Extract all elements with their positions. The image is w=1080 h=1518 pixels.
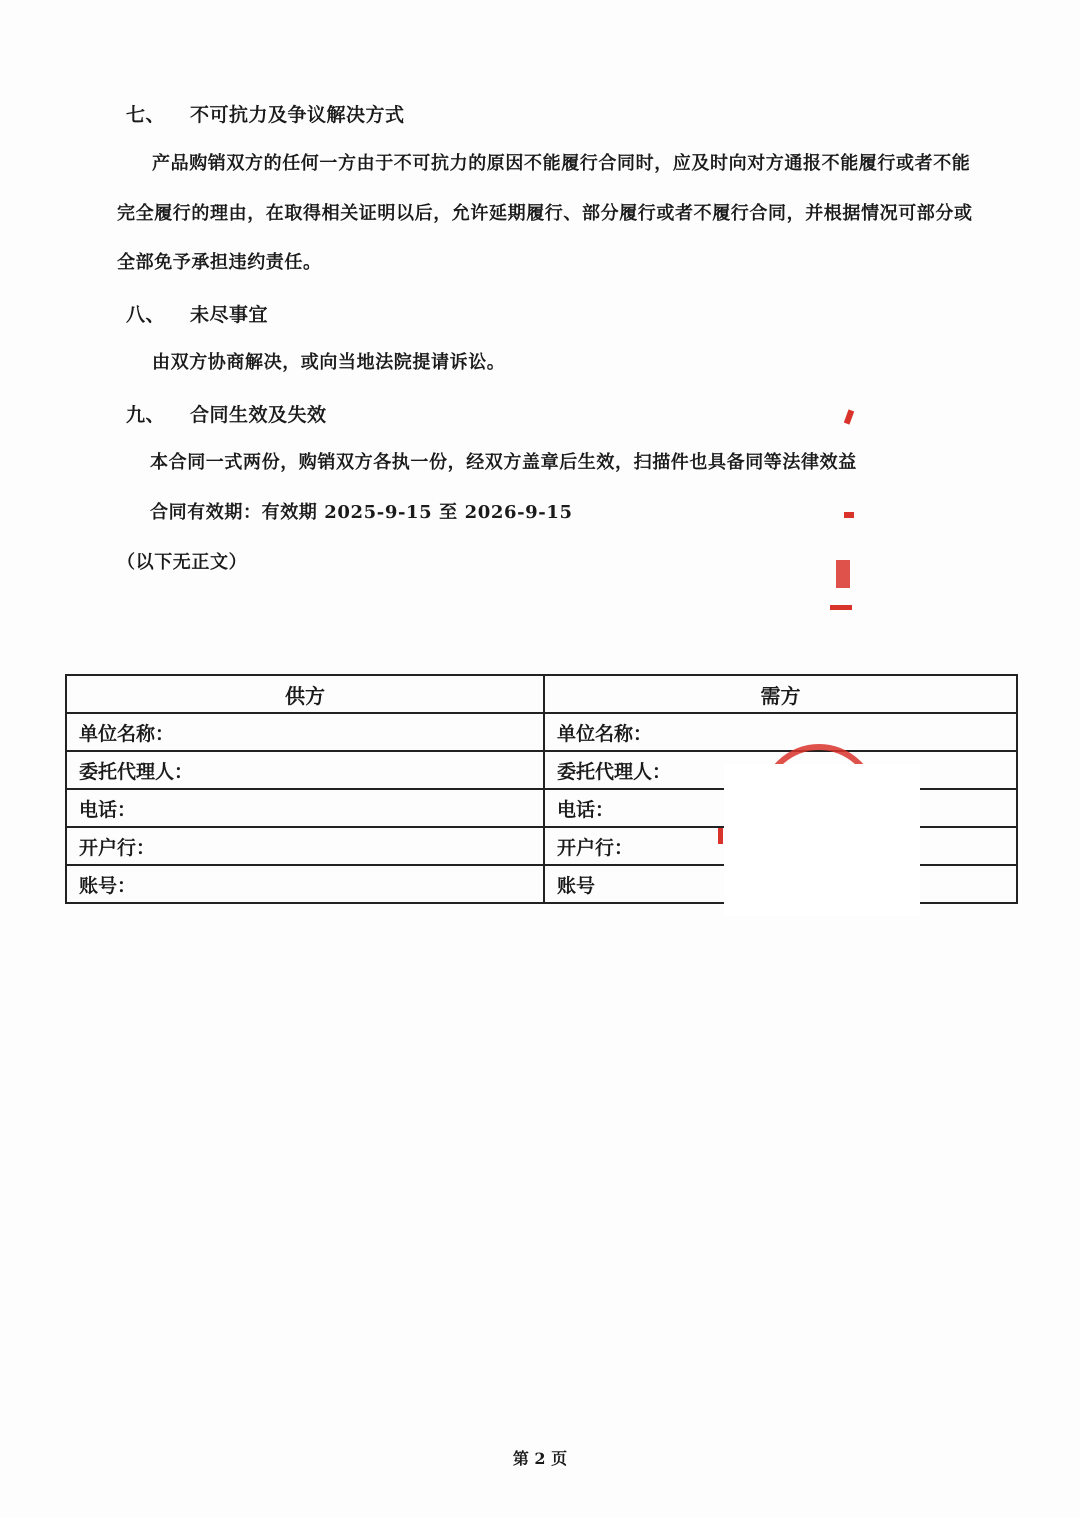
redaction-patch (724, 764, 920, 916)
supplier-phone-label: 电话： (79, 798, 137, 821)
section-7-title: 不可抗力及争议解决方式 (190, 104, 405, 126)
end-of-text-note: （以下无正文） (117, 552, 248, 573)
table-header-row (66, 675, 1017, 713)
section-9-title: 合同生效及失效 (190, 404, 327, 426)
section-7-number: 七、 (126, 104, 166, 126)
buyer-agent-label: 委托代理人： (557, 760, 672, 783)
section-7-line-1: 产品购销双方的任何一方由于不可抗力的原因不能履行合同时，应及时向对方通报不能履行或者不能 (152, 153, 971, 174)
supplier-company-label: 单位名称： (79, 722, 175, 745)
section-9-number: 九、 (126, 404, 166, 426)
section-9-heading (126, 400, 327, 427)
buyer-header: 需方 (544, 675, 1017, 713)
section-8-line-1: 由双方协商解决，或向当地法院提请诉讼。 (152, 352, 506, 373)
section-9-line-1: 本合同一式两份，购销双方各执一份，经双方盖章后生效，扫描件也具备同等法律效益 (150, 452, 857, 473)
buyer-phone-label: 电话： (557, 798, 615, 821)
supplier-agent-cell (66, 751, 544, 789)
buyer-company-label: 单位名称： (557, 722, 653, 745)
section-7-heading (126, 100, 405, 127)
section-9-line-2: 合同有效期：有效期 2025-9-15 至 2026-9-15 (150, 502, 573, 523)
stamp-fragment-1 (844, 409, 854, 424)
supplier-company-cell (66, 713, 544, 751)
supplier-account-cell (66, 865, 544, 903)
supplier-bank-cell (66, 827, 544, 865)
stamp-fragment-2 (844, 512, 854, 518)
section-7-line-3: 全部免予承担违约责任。 (117, 252, 322, 273)
supplier-agent-label: 委托代理人： (79, 760, 194, 783)
section-8-heading (126, 300, 268, 327)
supplier-phone-cell (66, 789, 544, 827)
section-8-title: 未尽事宜 (190, 304, 269, 326)
supplier-header: 供方 (66, 675, 544, 713)
section-7-line-2: 完全履行的理由，在取得相关证明以后，允许延期履行、部分履行或者不履行合同，并根据情况可部分或 (117, 203, 973, 224)
section-8-number: 八、 (126, 304, 166, 326)
stamp-fragment-3 (836, 560, 850, 588)
page-number: 第 2 页 (512, 1449, 568, 1468)
supplier-bank-label: 开户行： (79, 836, 156, 859)
buyer-account-label: 账号 (557, 874, 596, 897)
stamp-fragment-4 (830, 605, 852, 610)
stamp-fragment-5 (718, 828, 723, 844)
supplier-account-label: 账号： (79, 874, 137, 897)
buyer-bank-label: 开户行： (557, 836, 634, 859)
